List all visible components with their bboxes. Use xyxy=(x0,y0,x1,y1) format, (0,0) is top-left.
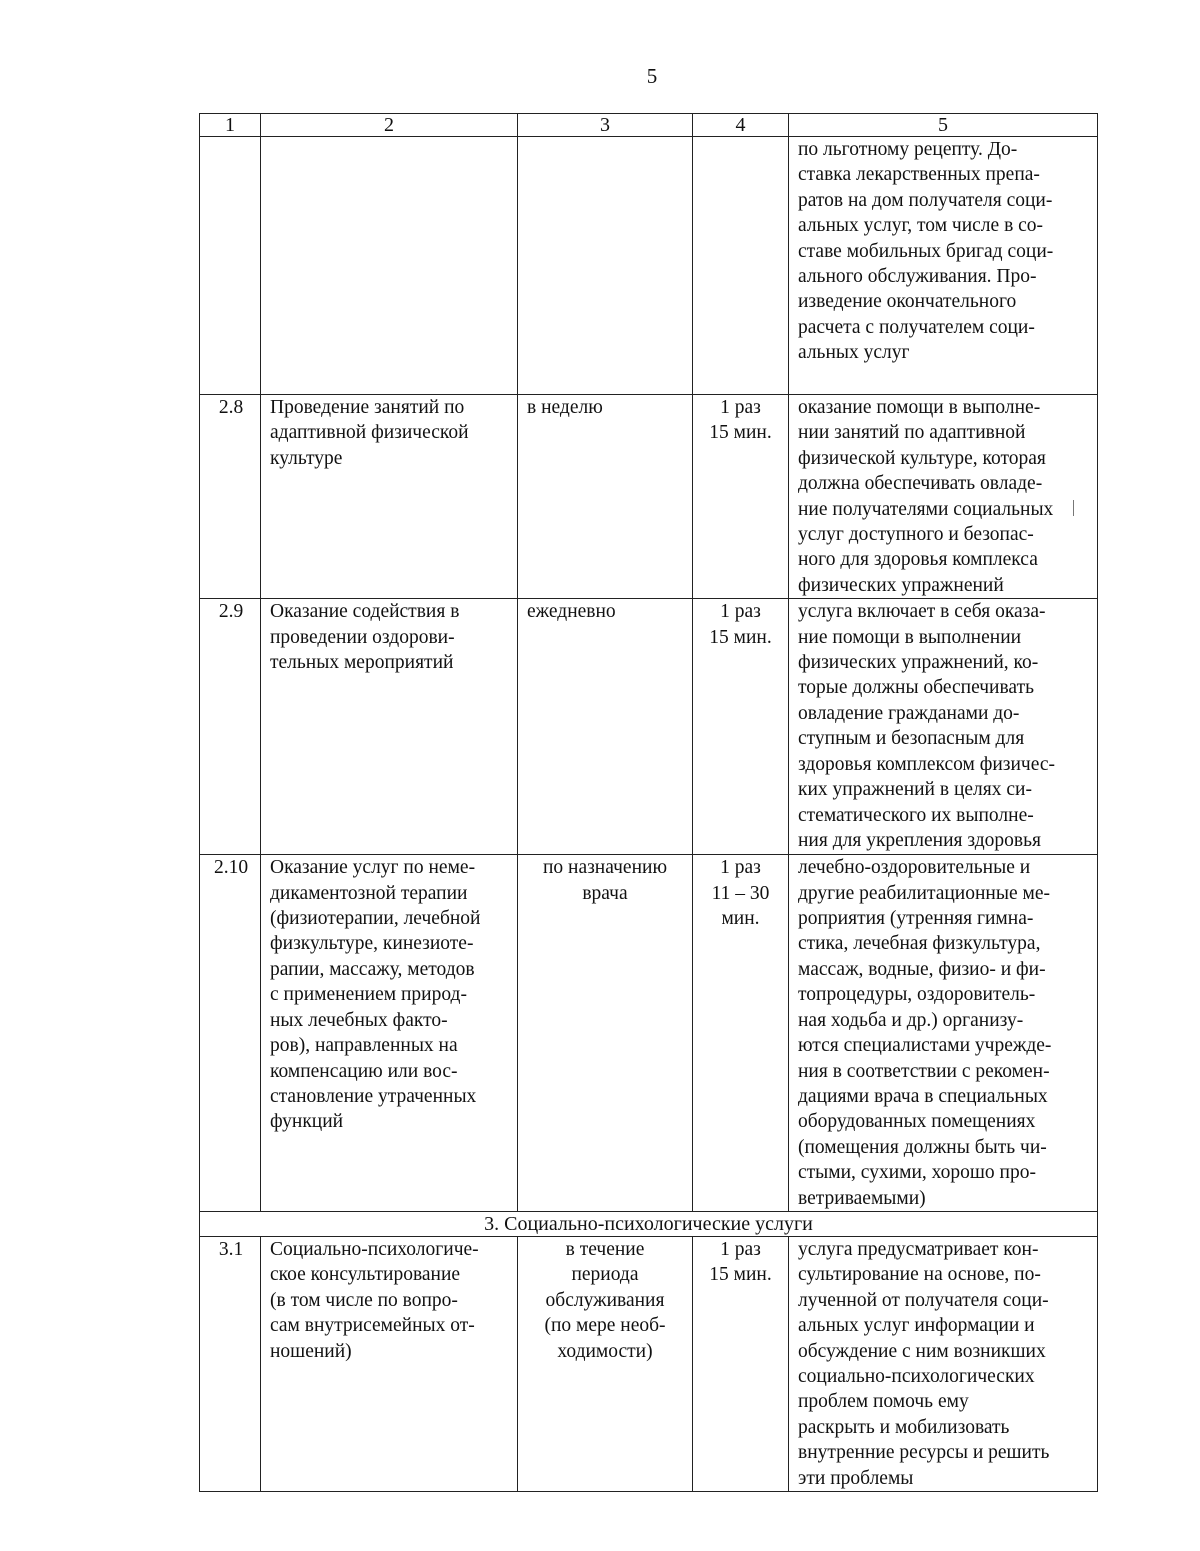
service-name xyxy=(261,137,518,395)
service-description-line: альных услуг, том числе в со- xyxy=(798,215,1044,237)
service-frequency xyxy=(693,137,789,395)
service-description-line: торые должны обеспечивать xyxy=(798,677,1034,699)
column-header: 2 xyxy=(261,114,518,137)
service-name xyxy=(261,395,518,599)
service-frequency xyxy=(693,855,789,1212)
service-name-line: сам внутрисемейных от- xyxy=(270,1315,475,1337)
service-period-line: обслуживания xyxy=(545,1289,665,1311)
service-period-line: врача xyxy=(582,882,628,904)
service-description-line: стика, лечебная физкультура, xyxy=(798,933,1041,955)
service-description-line: ние помощи в выполнении xyxy=(798,626,1022,648)
service-description xyxy=(789,1236,1098,1491)
service-period-line: в течение xyxy=(565,1238,645,1260)
service-description-line: услуг доступного и безопас- xyxy=(798,524,1034,546)
service-frequency xyxy=(693,1236,789,1491)
service-description-line: ветриваемыми) xyxy=(798,1187,926,1209)
service-description-line: стыми, сухими, хорошо про- xyxy=(798,1162,1036,1184)
service-description-line: ставе мобильных бригад соци- xyxy=(798,240,1054,262)
service-frequency-line: 11 – 30 xyxy=(711,882,770,904)
service-name-line: с применением природ- xyxy=(270,984,467,1006)
service-name-line: культуре xyxy=(270,447,343,469)
service-period xyxy=(518,855,693,1212)
service-description-line: оказание помощи в выполне- xyxy=(798,397,1041,418)
service-description-line: проблем помочь ему xyxy=(798,1391,969,1413)
service-description-line: раскрыть и мобилизовать xyxy=(798,1416,1010,1438)
service-description-line: ставка лекарственных препа- xyxy=(798,164,1040,186)
table-row xyxy=(200,1236,1098,1491)
service-description-line: оборудованных помещениях xyxy=(798,1111,1036,1133)
service-description-line: ального обслуживания. Про- xyxy=(798,266,1037,288)
service-name-line: физкультуре, кинезиоте- xyxy=(270,933,474,955)
service-period xyxy=(518,137,693,395)
service-frequency-line: 15 мин. xyxy=(709,626,772,648)
service-frequency xyxy=(693,599,789,855)
service-period xyxy=(518,395,693,599)
service-description-line: дациями врача в специальных xyxy=(798,1085,1048,1107)
service-period-line: по назначению xyxy=(542,857,668,879)
service-description-line: внутренние ресурсы и решить xyxy=(798,1442,1050,1464)
service-description-line: альных услуг информации и xyxy=(798,1315,1035,1337)
services-table xyxy=(199,113,1098,1492)
service-name-line: ных лечебных факто- xyxy=(270,1009,448,1031)
row-number: 2.8 xyxy=(200,395,261,599)
table-row xyxy=(200,599,1098,855)
service-description-line: физических упражнений xyxy=(798,574,1004,596)
service-frequency-line: 15 мин. xyxy=(709,422,772,444)
service-description-line: (помещения должны быть чи- xyxy=(798,1136,1047,1158)
service-description-line: эти проблемы xyxy=(798,1467,914,1489)
service-description-line: топроцедуры, оздоровитель- xyxy=(798,984,1036,1006)
section-header-row xyxy=(200,1211,1098,1236)
service-description-line: ние получателями социальных xyxy=(798,498,1054,520)
row-number: 2.9 xyxy=(200,599,261,855)
service-frequency-line: мин. xyxy=(721,908,760,930)
table-row xyxy=(200,137,1098,395)
service-frequency-line: 1 раз xyxy=(720,397,761,418)
service-description-line: физической культуре, которая xyxy=(798,447,1046,469)
service-description-line: изведение окончательного xyxy=(798,291,1017,313)
page-number: 5 xyxy=(646,64,658,88)
service-frequency-line: 1 раз xyxy=(720,857,761,879)
service-description-line: ного для здоровья комплекса xyxy=(798,549,1038,571)
service-description-line: альных услуг xyxy=(798,342,910,364)
service-period-line: в неделю xyxy=(527,397,603,418)
service-period-line: ежедневно xyxy=(527,601,616,623)
scan-mark xyxy=(1073,500,1074,516)
service-description-line: овладение гражданами до- xyxy=(798,702,1020,724)
service-name-line: (в том числе по вопро- xyxy=(270,1289,458,1311)
row-number xyxy=(200,137,261,395)
table-row xyxy=(200,855,1098,1212)
service-frequency-line: 1 раз xyxy=(720,1238,761,1260)
service-period xyxy=(518,1236,693,1491)
service-period-line: (по мере необ- xyxy=(544,1315,666,1337)
service-description-line: услуга включает в себя оказа- xyxy=(798,601,1046,623)
service-description-line: лечебно-оздоровительные и xyxy=(798,857,1031,879)
service-description-line: ная ходьба и др.) организу- xyxy=(798,1009,1024,1031)
service-name-line: ское консультирование xyxy=(270,1264,461,1286)
column-header: 3 xyxy=(518,114,693,137)
service-description-line: ния в соответствии с рекомен- xyxy=(798,1060,1050,1082)
service-name-line: ров), направленных на xyxy=(270,1035,458,1057)
row-number: 3.1 xyxy=(200,1236,261,1491)
service-description-line: услуга предусматривает кон- xyxy=(798,1238,1039,1260)
service-name-line: проведении оздорови- xyxy=(270,626,455,648)
table-header-row xyxy=(200,114,1098,137)
service-name-line: Социально-психологиче- xyxy=(270,1238,479,1260)
service-name-line: функций xyxy=(270,1111,344,1133)
service-description-line: ния для укрепления здоровья xyxy=(798,829,1041,851)
service-name-line: адаптивной физической xyxy=(270,422,469,444)
service-description-line: ких упражнений в целях си- xyxy=(798,779,1032,801)
service-name-line: рапии, массажу, методов xyxy=(270,958,475,980)
table-row xyxy=(200,395,1098,599)
section-title: 3. Социально-психологические услуги xyxy=(200,1211,1098,1236)
service-description xyxy=(789,137,1098,395)
service-description-line: массаж, водные, физио- и фи- xyxy=(798,958,1046,980)
service-description-line: нии занятий по адаптивной xyxy=(798,422,1026,444)
service-period-line: ходимости) xyxy=(557,1340,653,1362)
service-description-line: физических упражнений, ко- xyxy=(798,652,1039,674)
service-description-line: здоровья комплексом физичес- xyxy=(798,753,1056,775)
service-frequency-line: 1 раз xyxy=(720,601,761,623)
service-description-line: сультирование на основе, по- xyxy=(798,1264,1041,1286)
service-description-line: обсуждение с ним возникших xyxy=(798,1340,1046,1362)
service-description-line: стематического их выполне- xyxy=(798,804,1034,826)
service-period xyxy=(518,599,693,855)
service-description-line: ступным и безопасным для xyxy=(798,728,1025,750)
column-header: 1 xyxy=(200,114,261,137)
service-name-line: Оказание услуг по неме- xyxy=(270,857,476,879)
service-description xyxy=(789,395,1098,599)
service-name xyxy=(261,855,518,1212)
service-description-line: лученной от получателя соци- xyxy=(798,1289,1049,1311)
service-name-line: ношений) xyxy=(270,1340,352,1362)
service-frequency-line: 15 мин. xyxy=(709,1264,772,1286)
service-name-line: Оказание содействия в xyxy=(270,601,460,623)
service-name-line: становление утраченных xyxy=(270,1085,477,1107)
service-name-line: (физиотерапии, лечебной xyxy=(270,908,481,930)
service-period-line: периода xyxy=(571,1264,639,1286)
service-description-line: расчета с получателем соци- xyxy=(798,316,1035,338)
service-frequency xyxy=(693,395,789,599)
service-description-line: роприятия (утренняя гимна- xyxy=(798,908,1034,930)
service-name xyxy=(261,599,518,855)
service-description-line: должна обеспечивать овладе- xyxy=(798,473,1043,495)
service-name-line: Проведение занятий по xyxy=(270,397,465,418)
column-header: 4 xyxy=(693,114,789,137)
service-description xyxy=(789,599,1098,855)
service-name xyxy=(261,1236,518,1491)
service-description-line: социально-психологических xyxy=(798,1365,1035,1387)
row-number: 2.10 xyxy=(200,855,261,1212)
service-name-line: компенсацию или вос- xyxy=(270,1060,458,1082)
service-description-line: по льготному рецепту. До- xyxy=(798,139,1018,160)
service-description xyxy=(789,855,1098,1212)
service-description-line: ются специалистами учрежде- xyxy=(798,1035,1052,1057)
service-name-line: дикаментозной терапии xyxy=(270,882,468,904)
service-description-line: другие реабилитационные ме- xyxy=(798,882,1050,904)
column-header: 5 xyxy=(789,114,1098,137)
service-name-line: тельных мероприятий xyxy=(270,652,454,674)
service-description-line: ратов на дом получателя соци- xyxy=(798,189,1053,211)
